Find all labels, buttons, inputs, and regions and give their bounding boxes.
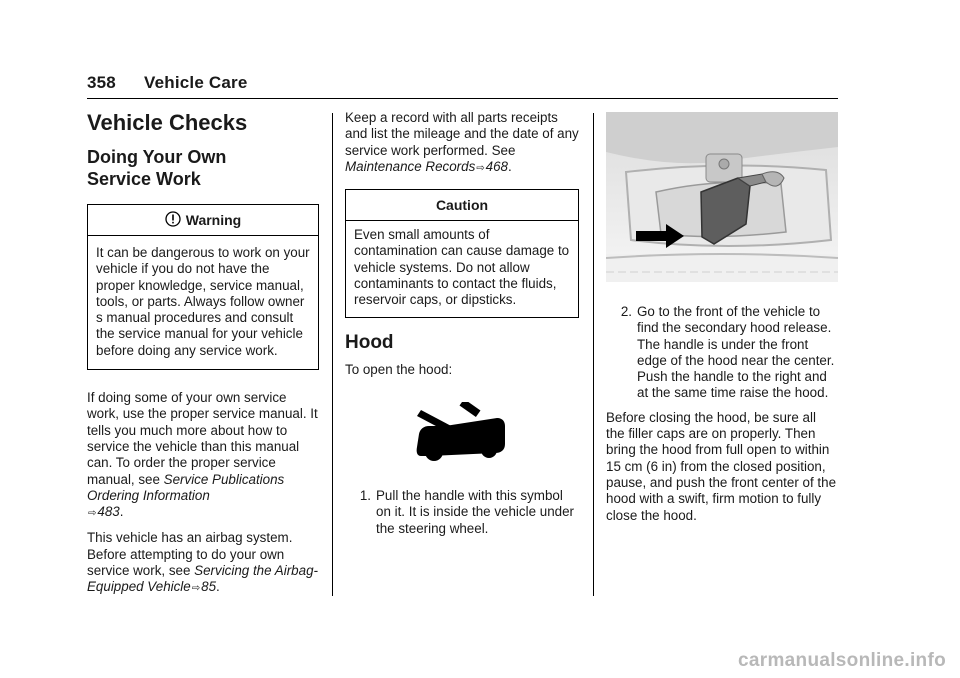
- page-ref-arrow-icon: ⇨: [476, 162, 485, 174]
- airbag-page[interactable]: 85: [201, 579, 217, 595]
- airbag-link[interactable]: Servicing the Airbag-Equipped Vehicle: [87, 563, 318, 595]
- airbag-paragraph: This vehicle has an airbag system. Before attempting to do your own service work, see Servicing the Airbag-Equipped Vehicle⇨85.: [87, 530, 318, 595]
- service-publications-page[interactable]: 483: [97, 504, 120, 520]
- warning-box: [87, 204, 319, 370]
- caution-box: [345, 189, 579, 317]
- caution-header: Caution: [346, 190, 578, 221]
- column-divider-1: [332, 113, 333, 596]
- step-1: [345, 488, 579, 537]
- hood-heading: Hood: [345, 331, 394, 353]
- column-3: [606, 112, 838, 532]
- hood-release-photo: [606, 112, 838, 282]
- service-publications-link[interactable]: Service Publications Ordering Information: [87, 471, 285, 503]
- service-manual-paragraph: If doing some of your own service work, use the proper service manual. It tells you much more about how to service the vehicle than this manual can. To order the proper service manual, see Service Publications Ordering Information ⇨483.: [87, 390, 318, 520]
- warning-icon: [165, 211, 181, 230]
- warning-header: [88, 205, 318, 236]
- warning-title: Warning: [185, 212, 242, 228]
- step-1-text: Pull the handle with this symbol on it. It is inside the vehicle under the steering wheel.: [376, 487, 574, 536]
- records-paragraph: Keep a record with all parts receipts and list the mileage and the date of any service work performed. See Maintenance Records⇨468.: [345, 110, 579, 174]
- maintenance-records-page[interactable]: 468: [485, 158, 508, 174]
- column-divider-2: [593, 113, 594, 596]
- open-hood-text: To open the hood:: [345, 361, 453, 377]
- hood-release-icon: [415, 402, 507, 464]
- section-heading: Doing Your Own Service Work: [87, 147, 227, 189]
- watermark: carmanualsonline.info: [738, 650, 946, 671]
- closing-hood-paragraph: Before closing the hood, be sure all the filler caps are on properly. Then bring the hood from full open to within 15 cm (6 in) from the closed position, pause, and push the front center of the hood with a swift, firm motion to fully close the hood.: [606, 409, 837, 523]
- chapter-heading: Vehicle Checks: [87, 110, 248, 135]
- page-header: [87, 72, 838, 99]
- section-title: Vehicle Care: [144, 73, 248, 92]
- page-ref-arrow-icon: ⇨: [191, 583, 201, 595]
- step-2-text: Go to the front of the vehicle to find the secondary hood release. The handle is under the front edge of the hood near the center. Push the handle to the right and at the same time raise the hood.: [637, 304, 835, 401]
- maintenance-records-link[interactable]: Maintenance Records: [345, 158, 476, 174]
- step-1-number: 1.: [359, 487, 371, 503]
- column-1: [87, 108, 319, 606]
- records-text: Keep a record with all parts receipts and list the mileage and the date of any service work performed. See: [345, 110, 579, 158]
- step-2: [606, 304, 838, 402]
- column-2: [345, 110, 579, 545]
- service-manual-text: If doing some of your own service work, use the proper service manual. It tells you much more about how to service the vehicle than this manual can. To order the proper service manual, see: [87, 390, 318, 487]
- caution-text: Even small amounts of contamination can cause damage to vehicle systems. Do not allow contaminants to contact the fluids, reservoir caps, or dipsticks.: [354, 227, 570, 308]
- warning-text: It can be dangerous to work on your vehicle if you do not have the proper knowledge, service manual, tools, or parts. Always follow owner s manual procedures and consult the service manual for your vehicle before doing any service work.: [96, 245, 310, 358]
- step-2-number: 2.: [620, 304, 632, 319]
- airbag-text: This vehicle has an airbag system. Before attempting to do your own service work, see: [87, 530, 293, 579]
- page-number: 358: [87, 73, 116, 92]
- page-ref-arrow-icon: ⇨: [88, 508, 97, 520]
